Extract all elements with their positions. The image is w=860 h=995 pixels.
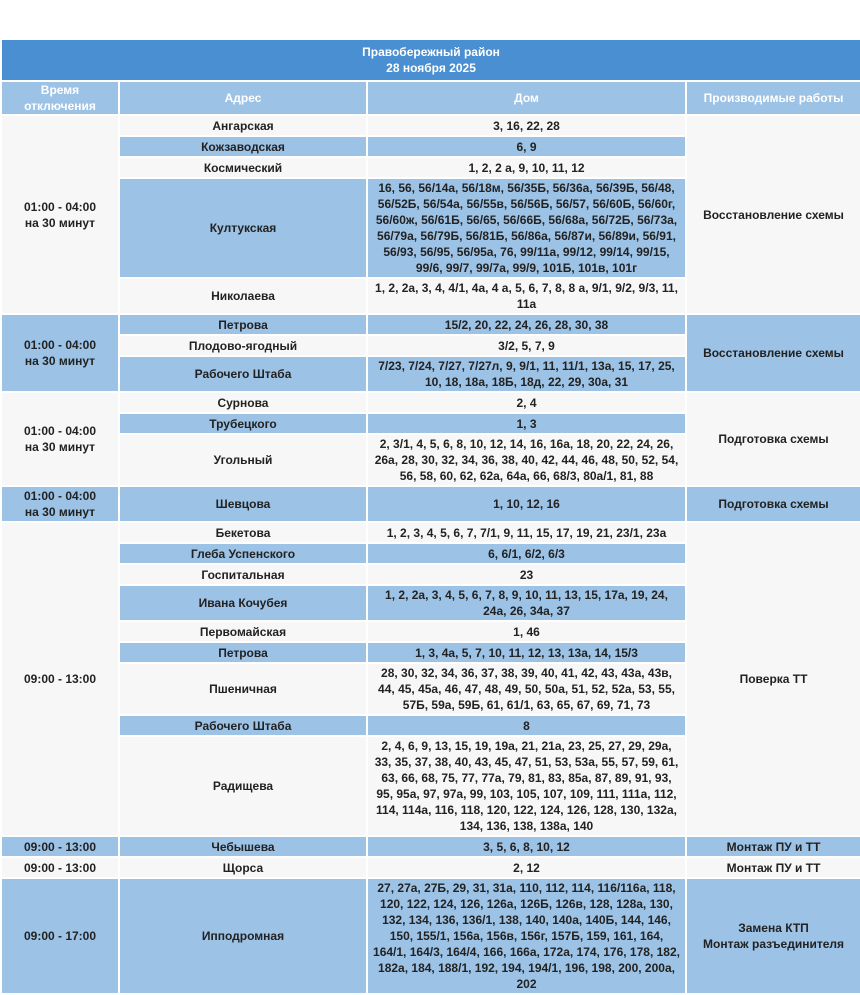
house-numbers: 1, 2, 2а, 3, 4, 5, 6, 7, 8, 9, 10, 11, 13, 15, 17а, 19, 24, 24а, 26, 34а, 37 [367, 585, 686, 621]
street-name: Плодово-ягодный [119, 335, 367, 356]
table-body [1, 115, 860, 994]
street-name: Петрова [119, 642, 367, 663]
works-description: Подготовка схемы [686, 486, 860, 522]
works-description: Монтаж ПУ и ТТ [686, 857, 860, 878]
house-numbers: 27, 27а, 27Б, 29, 31, 31а, 110, 112, 114, 116/116а, 118, 120, 122, 124, 126, 126а, 126Б, 126в, 128, 128а, 130, 132, 134, 136, 136/1, 138, 140, 140а, 140Б, 144, 146, 150, 155/1, 156а, 156в, 156г, 157Б, 159, 161, 164, 164/1, 164/3, 164/4, 166, 166а, 172а, 174, 176, 178, 182, 182а, 184, 188/1, 192, 194, 194/1, 196, 198, 200, 200а, 202 [367, 878, 686, 994]
street-name: Трубецкого [119, 413, 367, 434]
street-name: Рабочего Штаба [119, 356, 367, 392]
table-title: Правобережный район 28 ноября 2025 [1, 39, 860, 81]
street-name: Угольный [119, 434, 367, 486]
table-row [1, 857, 860, 878]
outage-time: 09:00 - 17:00 [1, 878, 119, 994]
street-name: Кожзаводская [119, 136, 367, 157]
column-header-time: Время отключения [1, 81, 119, 115]
outage-time: 09:00 - 13:00 [1, 836, 119, 857]
street-name: Култукская [119, 178, 367, 278]
house-numbers: 23 [367, 564, 686, 585]
house-numbers: 2, 12 [367, 857, 686, 878]
outage-table [0, 38, 860, 995]
house-numbers: 3/2, 5, 7, 9 [367, 335, 686, 356]
street-name: Первомайская [119, 621, 367, 642]
street-name: Радищева [119, 736, 367, 836]
table-row [1, 115, 860, 136]
column-header-house: Дом [367, 81, 686, 115]
street-name: Чебышева [119, 836, 367, 857]
street-name: Космический [119, 157, 367, 178]
house-numbers: 15/2, 20, 22, 24, 26, 28, 30, 38 [367, 314, 686, 335]
outage-time: 09:00 - 13:00 [1, 857, 119, 878]
house-numbers: 2, 3/1, 4, 5, 6, 8, 10, 12, 14, 16, 16а, 18, 20, 22, 24, 26, 26а, 28, 30, 32, 34, 36, 38, 40, 42, 44, 46, 48, 50, 52, 54, 56, 58, 60, 62, 62а, 64а, 66, 68/3, 80а/1, 81, 88 [367, 434, 686, 486]
column-header-address: Адрес [119, 81, 367, 115]
street-name: Ипподромная [119, 878, 367, 994]
house-numbers: 1, 3, 4а, 5, 7, 10, 11, 12, 13, 13а, 14, 15/3 [367, 642, 686, 663]
outage-time: 09:00 - 13:00 [1, 522, 119, 836]
house-numbers: 6, 6/1, 6/2, 6/3 [367, 543, 686, 564]
street-name: Петрова [119, 314, 367, 335]
outage-time: 01:00 - 04:00 на 30 минут [1, 115, 119, 314]
column-header-works: Производимые работы [686, 81, 860, 115]
street-name: Пшеничная [119, 663, 367, 715]
street-name: Бекетова [119, 522, 367, 543]
table-row [1, 314, 860, 335]
table-row [1, 836, 860, 857]
house-numbers: 28, 30, 32, 34, 36, 37, 38, 39, 40, 41, 42, 43, 43а, 43в, 44, 45, 45а, 46, 47, 48, 49, 50, 50а, 51, 52, 52а, 53, 55, 57Б, 59а, 59Б, 61, 61/1, 63, 65, 67, 69, 71, 73 [367, 663, 686, 715]
works-description: Восстановление схемы [686, 115, 860, 314]
house-numbers: 1, 2, 2 а, 9, 10, 11, 12 [367, 157, 686, 178]
house-numbers: 7/23, 7/24, 7/27, 7/27л, 9, 9/1, 11, 11/1, 13а, 15, 17, 25, 10, 18, 18а, 18Б, 18д, 22, 29, 30а, 31 [367, 356, 686, 392]
house-numbers: 2, 4 [367, 392, 686, 413]
house-numbers: 1, 3 [367, 413, 686, 434]
title-row [1, 39, 860, 81]
works-description: Восстановление схемы [686, 314, 860, 392]
house-numbers: 1, 2, 3, 4, 5, 6, 7, 7/1, 9, 11, 15, 17, 19, 21, 23/1, 23а [367, 522, 686, 543]
table-row [1, 392, 860, 413]
street-name: Рабочего Штаба [119, 715, 367, 736]
house-numbers: 1, 46 [367, 621, 686, 642]
house-numbers: 3, 16, 22, 28 [367, 115, 686, 136]
house-numbers: 16, 56, 56/14а, 56/18м, 56/35Б, 56/36а, 56/39Б, 56/48, 56/52Б, 56/54а, 56/55в, 56/56Б, 56/57, 56/60Б, 56/60г, 56/60ж, 56/61Б, 56/65, 56/66Б, 56/68а, 56/72Б, 56/73а, 56/79а, 56/79Б, 56/81Б, 56/86а, 56/87и, 56/89и, 56/91, 56/93, 56/95, 56/95а, 76, 99/11а, 99/12, 99/14, 99/15, 99/6, 99/7, 99/7а, 99/9, 101Б, 101в, 101г [367, 178, 686, 278]
street-name: Николаева [119, 278, 367, 314]
table-row [1, 522, 860, 543]
table-row [1, 878, 860, 994]
works-description: Монтаж ПУ и ТТ [686, 836, 860, 857]
street-name: Ивана Кочубея [119, 585, 367, 621]
house-numbers: 3, 5, 6, 8, 10, 12 [367, 836, 686, 857]
works-description: Поверка ТТ [686, 522, 860, 836]
works-description: Подготовка схемы [686, 392, 860, 486]
street-name: Ангарская [119, 115, 367, 136]
outage-schedule [0, 38, 860, 995]
street-name: Глеба Успенского [119, 543, 367, 564]
street-name: Госпитальная [119, 564, 367, 585]
street-name: Сурнова [119, 392, 367, 413]
outage-time: 01:00 - 04:00 на 30 минут [1, 486, 119, 522]
street-name: Шевцова [119, 486, 367, 522]
outage-time: 01:00 - 04:00 на 30 минут [1, 314, 119, 392]
house-numbers: 1, 10, 12, 16 [367, 486, 686, 522]
house-numbers: 6, 9 [367, 136, 686, 157]
outage-time: 01:00 - 04:00 на 30 минут [1, 392, 119, 486]
header-row [1, 81, 860, 115]
table-row [1, 486, 860, 522]
house-numbers: 8 [367, 715, 686, 736]
house-numbers: 1, 2, 2а, 3, 4, 4/1, 4а, 4 а, 5, 6, 7, 8, 8 а, 9/1, 9/2, 9/3, 11, 11а [367, 278, 686, 314]
house-numbers: 2, 4, 6, 9, 13, 15, 19, 19а, 21, 21а, 23, 25, 27, 29, 29а, 33, 35, 37, 38, 40, 43, 45, 47, 51, 53, 53а, 55, 57, 59, 61, 63, 66, 68, 75, 77, 77а, 79, 81, 83, 85а, 87, 89, 91, 93, 95, 95а, 97, 97а, 99, 103, 105, 107, 109, 111, 111а, 112, 114, 114а, 116, 118, 120, 122, 124, 126, 128, 130, 132а, 134, 136, 138, 138а, 140 [367, 736, 686, 836]
street-name: Щорса [119, 857, 367, 878]
works-description: Замена КТП Монтаж разъединителя [686, 878, 860, 994]
